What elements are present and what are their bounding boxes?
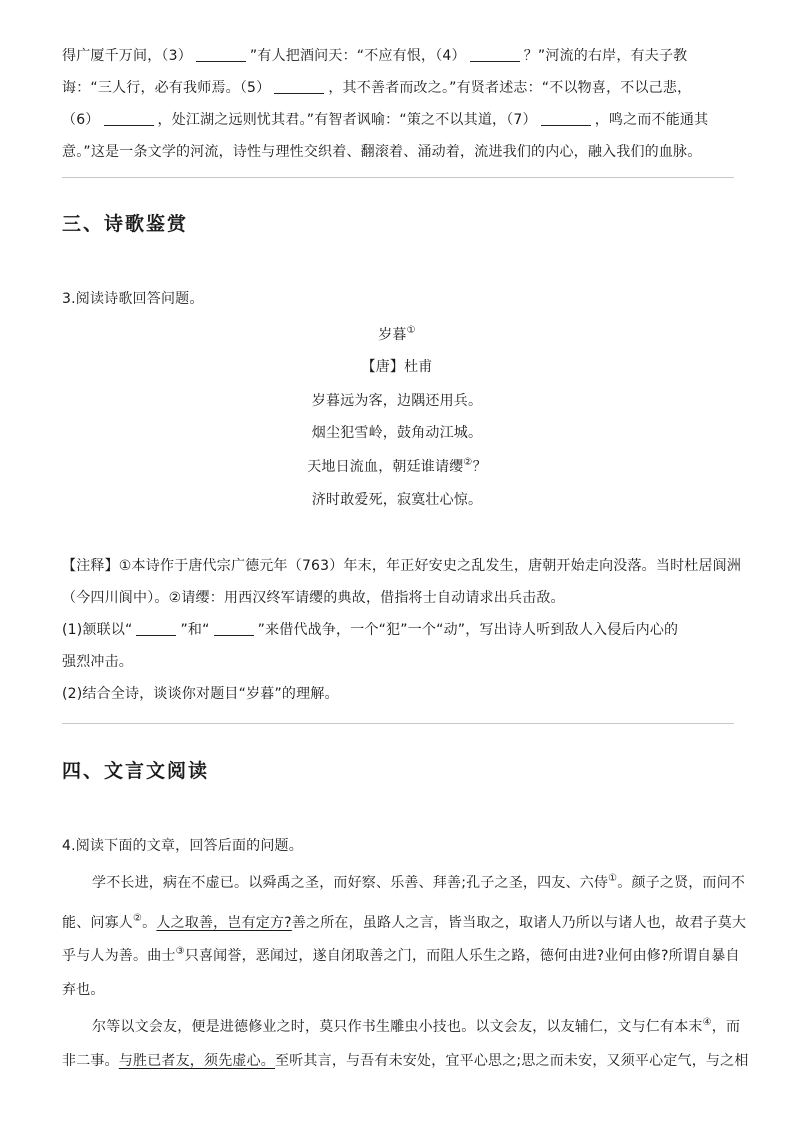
poem-line: 烟尘犯雪岭，鼓角动江城。 bbox=[311, 425, 483, 441]
passage-line bbox=[62, 1051, 754, 1071]
text-segment: ”来借代战争，一个“犯”一个“动”，写出诗人听到敌人入侵后内心的 bbox=[257, 622, 679, 638]
sub-question-2: (2)结合全诗，谈谈你对题目“岁暮”的理解。 bbox=[62, 686, 339, 702]
question-prompt: 3.阅读诗歌回答问题。 bbox=[62, 291, 204, 307]
text-segment: 乎与人为善。曲士 bbox=[62, 948, 176, 964]
text-segment: 学不长进，病在不虚已。以舜禹之圣，而好察、乐善、拜善;孔子之圣，四友、六侍 bbox=[92, 875, 609, 891]
section-divider bbox=[62, 723, 734, 724]
sub-question-1 bbox=[62, 620, 754, 640]
text-segment: 。颜子之贤，而问不 bbox=[617, 875, 746, 891]
text-segment: ，鸣之而不能通其 bbox=[594, 112, 709, 128]
text-segment: 善之所在，虽路人之言，皆当取之，取诸人乃所以与诸人也，故君子莫大 bbox=[291, 915, 747, 931]
poem-line: 岁暮远为客，边隅还用兵。 bbox=[311, 393, 483, 409]
notes-line: 【注释】①本诗作于唐代宗广德元年（763）年末，年正好安史之乱发生，唐朝开始走向没落。当时杜居阆洲 bbox=[62, 558, 742, 574]
answer-blank-6[interactable] bbox=[104, 111, 154, 126]
text-line: 意。”这是一条文学的河流，诗性与理性交织着、翻滚着、涌动着，流进我们的内心，融入我们的血脉。 bbox=[62, 144, 702, 160]
passage-line bbox=[92, 1017, 754, 1037]
text-segment: 至听其言，与吾有未安处，宜平心思之;思之而未安，又须平心定气，与之相 bbox=[275, 1053, 749, 1069]
section-heading: 四、文言文阅读 bbox=[62, 760, 210, 782]
text-segment: 诲：“三人行，必有我师焉。（5） bbox=[62, 80, 271, 96]
text-segment: ”和“ bbox=[180, 622, 210, 638]
text-line bbox=[62, 110, 754, 130]
answer-blank-q1a[interactable] bbox=[136, 621, 176, 636]
text-segment: ，其不善者而改之。”有贤者述志：“不以物喜，不以己悲， bbox=[328, 80, 692, 96]
footnote-marker: ③ bbox=[175, 946, 185, 957]
section-divider bbox=[62, 177, 734, 178]
poem-line-text: ？ bbox=[472, 459, 487, 475]
underlined-sentence: 与胜已者友，须先虚心。 bbox=[118, 1053, 276, 1069]
text-segment: ，而 bbox=[711, 1019, 741, 1035]
poem-line-text: 天地日流血，朝廷谁请缨 bbox=[307, 459, 464, 475]
text-segment: （6） bbox=[62, 112, 100, 128]
notes-line: （今四川阆中）。②请缨：用西汉终军请缨的典故，借指将士自动请求出兵击敌。 bbox=[62, 590, 565, 606]
poem-author: 【唐】杜甫 bbox=[361, 359, 433, 375]
passage-line bbox=[62, 913, 754, 933]
footnote-marker: ① bbox=[608, 873, 618, 884]
sub-question-1-cont: 强烈冲击。 bbox=[62, 654, 133, 670]
answer-blank-3[interactable] bbox=[196, 47, 246, 62]
answer-blank-7[interactable] bbox=[541, 111, 591, 126]
passage-line bbox=[62, 946, 754, 966]
text-line bbox=[62, 46, 754, 66]
text-segment: 非二事。 bbox=[62, 1053, 119, 1069]
text-segment: ？”河流的右岸，有夫子教 bbox=[523, 48, 688, 64]
question-prompt: 4.阅读下面的文章，回答后面的问题。 bbox=[62, 838, 303, 854]
answer-blank-q1b[interactable] bbox=[214, 621, 254, 636]
poem-title bbox=[0, 325, 794, 345]
text-line bbox=[62, 78, 754, 98]
answer-blank-5[interactable] bbox=[274, 79, 324, 94]
footnote-marker: ① bbox=[406, 325, 416, 336]
poem-line: 济时敢爱死，寂寞壮心惊。 bbox=[311, 492, 483, 508]
text-segment: ，处江湖之远则忧其君。”有智者讽喻：“策之不以其道，（7） bbox=[157, 112, 537, 128]
text-segment: ”有人把酒问天：“不应有恨，（4） bbox=[249, 48, 466, 64]
text-segment: 只喜闻誉，恶闻过，遂自闭取善之门，而阻人乐生之路，德何由进?业何由修?所谓自暴自 bbox=[184, 948, 740, 964]
text-segment: (1)颔联以“ bbox=[62, 622, 133, 638]
section-heading: 三、诗歌鉴赏 bbox=[62, 213, 189, 235]
poem-title-text: 岁暮 bbox=[378, 327, 407, 343]
text-segment: 得广厦千万间，（3） bbox=[62, 48, 192, 64]
text-segment: 尔等以文会友，便是进德修业之时，莫只作书生雕虫小技也。以文会友，以友辅仁，文与仁有本末 bbox=[92, 1019, 703, 1035]
footnote-marker: ② bbox=[133, 913, 143, 924]
text-segment: 能、问寡人 bbox=[62, 915, 133, 931]
footnote-marker: ② bbox=[463, 457, 473, 468]
passage-line: 弃也。 bbox=[62, 982, 105, 998]
passage-line bbox=[92, 873, 754, 893]
text-segment: 。 bbox=[142, 915, 157, 931]
underlined-sentence: 人之取善，岂有定方? bbox=[156, 915, 292, 931]
poem-line bbox=[0, 457, 794, 477]
answer-blank-4[interactable] bbox=[470, 47, 520, 62]
footnote-marker: ④ bbox=[702, 1017, 712, 1028]
